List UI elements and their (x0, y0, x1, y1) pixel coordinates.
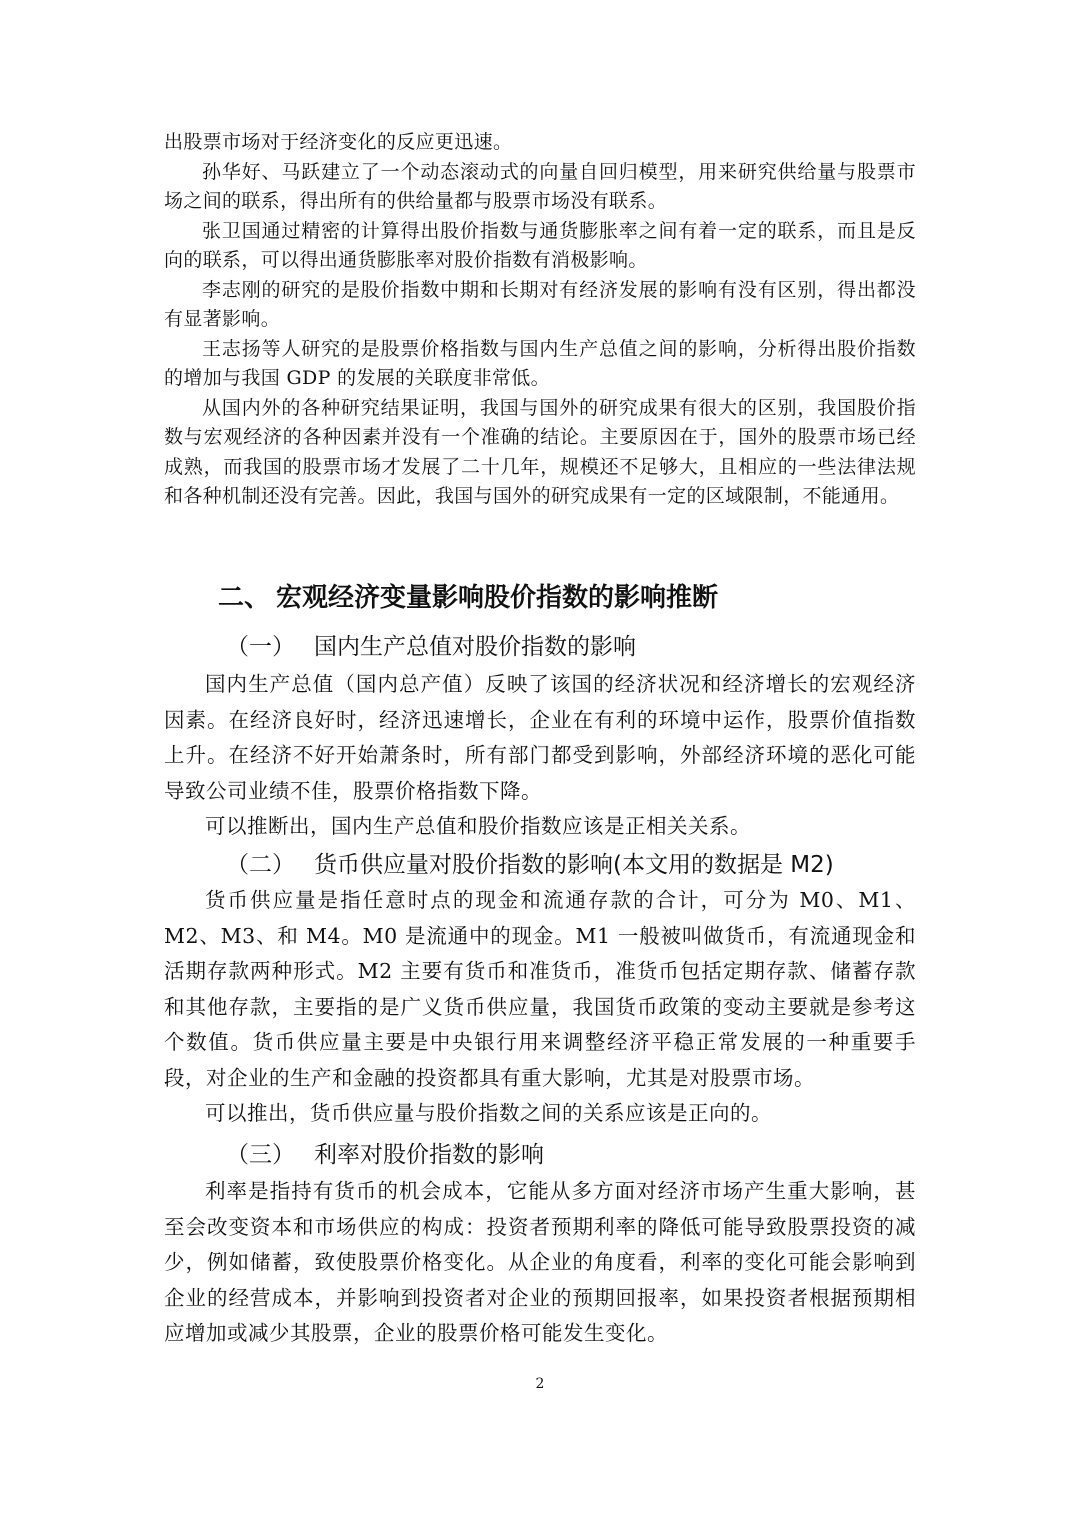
paragraph: 从国内外的各种研究结果证明，我国与国外的研究成果有很大的区别，我国股价指数与宏观经济的各种因素并没有一个准确的结论。主要原因在于，国外的股票市场已经成熟，而我国的股票市场才发展了二十几年，规模还不足够大，且相应的一些法律法规和各种机制还没有完善。因此，我国与国外的研究成果有一定的区域限制，不能通用。 (164, 396, 916, 507)
paragraph: 李志刚的研究的是股价指数中期和长期对有经济发展的影响有没有区别，得出都没有显著影响。 (164, 278, 916, 330)
section-title: 宏观经济变量影响股价指数的影响推断 (276, 583, 719, 613)
subsection-title: 国内生产总值对股价指数的影响 (314, 634, 636, 660)
page-number: 2 (535, 1376, 545, 1392)
subsection-title: 利率对股价指数的影响 (314, 1142, 544, 1168)
paragraph: 王志扬等人研究的是股票价格指数与国内生产总值之间的影响，分析得出股价指数的增加与我国 GDP 的发展的关联度非常低。 (164, 337, 916, 389)
subsection-number: （一） (226, 634, 295, 660)
paragraph: 孙华好、马跃建立了一个动态滚动式的向量自回归模型，用来研究供给量与股票市场之间的联系，得出所有的供给量都与股票市场没有联系。 (164, 160, 916, 212)
paragraph: 可以推断出，国内生产总值和股价指数应该是正相关关系。 (205, 814, 751, 838)
paragraph: 出股票市场对于经济变化的反应更迅速。 (164, 131, 513, 153)
subsection-heading-1 (226, 628, 636, 661)
section-heading (218, 577, 718, 614)
subsection-heading-2 (226, 846, 834, 879)
section-number: 二、 (218, 583, 271, 613)
paragraph: 国内生产总值（国内总产值）反映了该国的经济状况和经济增长的宏观经济因素。在经济良好时，经济迅速增长，企业在有利的环境中运作，股票价值指数上升。在经济不好开始萧条时，所有部门都受到影响，外部经济环境的恶化可能导致公司业绩不佳，股票价格指数下降。 (164, 672, 916, 803)
paragraph: 利率是指持有货币的机会成本，它能从多方面对经济市场产生重大影响，甚至会改变资本和市场供应的构成：投资者预期利率的降低可能导致股票投资的减少，例如储蓄，致使股票价格变化。从企业的角度看，利率的变化可能会影响到企业的经营成本，并影响到投资者对企业的预期回报率，如果投资者根据预期相应增加或减少其股票，企业的股票价格可能发生变化。 (164, 1179, 916, 1345)
paragraph: 张卫国通过精密的计算得出股价指数与通货膨胀率之间有着一定的联系，而且是反向的联系，可以得出通货膨胀率对股价指数有消极影响。 (164, 219, 916, 271)
subsection-heading-3 (226, 1136, 544, 1169)
money-supply-section-body (164, 883, 916, 1132)
subsection-number: （二） (226, 852, 295, 878)
interest-rate-section-body (164, 1174, 916, 1352)
paragraph: 货币供应量是指任意时点的现金和流通存款的合计，可分为 M0、M1、M2、M3、和 M4。M0 是流通中的现金。M1 一般被叫做货币，有流通现金和活期存款两种形式。M2 主要有货币和准货币，准货币包括定期存款、储蓄存款和其他存款，主要指的是广义货币供应量，我国货币政策的变动主要就是参考这个数值。货币供应量主要是中央银行用来调整经济平稳正常发展的一种重要手段，对企业的生产和金融的投资都具有重大影响，尤其是对股票市场。 (164, 888, 916, 1090)
subsection-title: 货币供应量对股价指数的影响(本文用的数据是 M2) (314, 852, 834, 878)
gdp-section-body (164, 667, 916, 845)
literature-review-block (164, 128, 916, 512)
paragraph: 可以推出，货币供应量与股价指数之间的关系应该是正向的。 (205, 1101, 772, 1125)
subsection-number: （三） (226, 1142, 295, 1168)
